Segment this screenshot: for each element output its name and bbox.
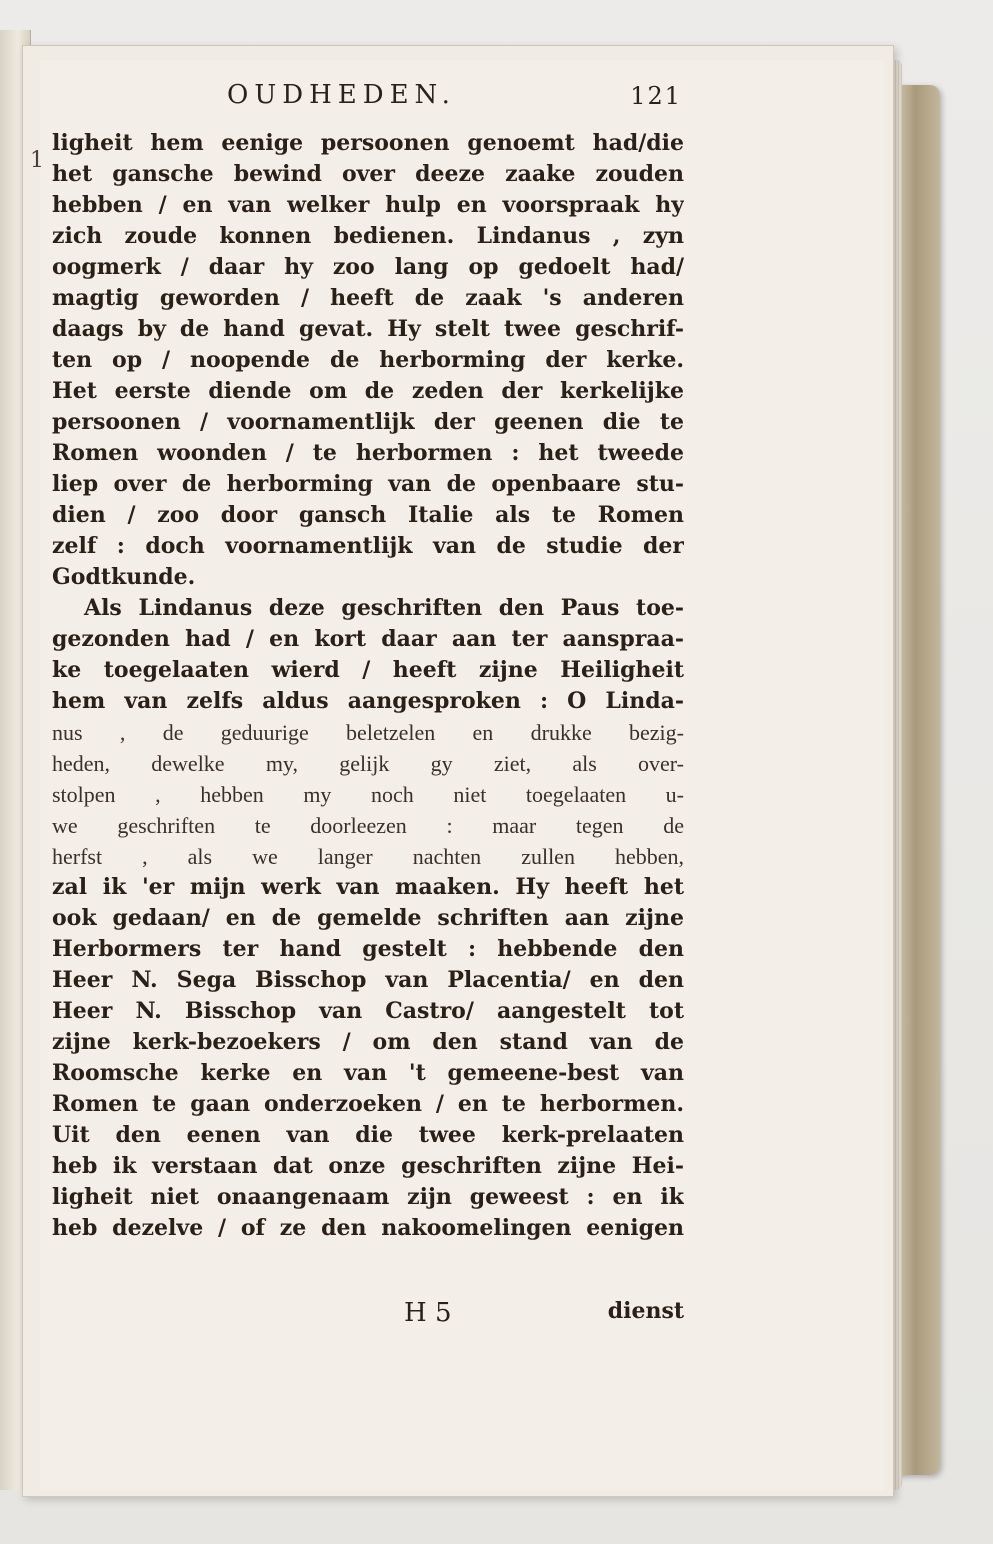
catchword: dienst (607, 1298, 684, 1324)
text-line: oogmerk / daar hy zoo lang op gedoelt had/ (52, 254, 684, 280)
text-line: zich zoude konnen bedienen. Lindanus , zyn (52, 223, 684, 249)
text-line: nus , de geduurige beletzelen en drukke bezig- (52, 720, 684, 745)
text-line: het gansche bewind over deeze zaake zouden (52, 161, 684, 187)
text-line: Romen te gaan onderzoeken / en te herbormen. (52, 1091, 684, 1117)
text-line: zelf : doch voornamentlijk van de studie der (52, 533, 684, 559)
text-line: zal ik 'er mijn werk van maaken. Hy heeft het (52, 874, 684, 900)
text-line: ten op / noopende de herborming der kerke. (52, 347, 684, 373)
text-line: heb ik verstaan dat onze geschriften zijne Hei- (52, 1153, 684, 1179)
page-header (52, 80, 682, 120)
text-line: ke toegelaaten wierd / heeft zijne Heiligheit (52, 657, 684, 683)
text-line: persoonen / voornamentlijk der geenen die te (52, 409, 684, 435)
text-line: gezonden had / en kort daar aan ter aanspraa- (52, 626, 684, 652)
text-line: ook gedaan/ en de gemelde schriften aan zijne (52, 905, 684, 931)
text-line: hebben / en van welker hulp en voorspraak hy (52, 192, 684, 218)
signature-mark: H 5 (404, 1298, 452, 1328)
text-line: Roomsche kerke en van 't gemeene-best van (52, 1060, 684, 1086)
text-line: dien / zoo door gansch Italie als te Romen (52, 502, 684, 528)
text-line: Uit den eenen van die twee kerk-prelaaten (52, 1122, 684, 1148)
text-line: Godtkunde. (52, 564, 196, 590)
text-line: magtig geworden / heeft de zaak 's anderen (52, 285, 684, 311)
text-line: Heer N. Bisschop van Castro/ aangestelt tot (52, 998, 684, 1024)
text-line: heb dezelve / of ze den nakoomelingen eenigen (52, 1215, 684, 1241)
text-line: hem van zelfs aldus aangesproken : O Linda- (52, 688, 684, 714)
text-line: daags by de hand gevat. Hy stelt twee geschrif- (52, 316, 684, 342)
text-line: zijne kerk-bezoekers / om den stand van de (52, 1029, 684, 1055)
page-number: 121 (630, 82, 682, 110)
text-line: Het eerste diende om de zeden der kerkelijke (52, 378, 684, 404)
text-line: stolpen , hebben my noch niet toegelaaten u- (52, 782, 684, 807)
text-line: we geschriften te doorleezen : maar tegen de (52, 813, 684, 838)
text-line: heden, dewelke my, gelijk gy ziet, als over- (52, 751, 684, 776)
text-line: Romen woonden / te herbormen : het tweede (52, 440, 684, 466)
text-line: Als Lindanus deze geschriften den Paus toe- (84, 595, 684, 621)
running-title: OUDHEDEN. (227, 80, 456, 110)
text-line: Heer N. Sega Bisschop van Placentia/ en den (52, 967, 684, 993)
text-line: ligheit niet onaangenaam zijn geweest : en ik (52, 1184, 684, 1210)
text-line: herfst , als we langer nachten zullen hebben, (52, 844, 684, 869)
left-margin-mark: 1 (30, 148, 44, 173)
text-line: ligheit hem eenige persoonen genoemt had/die (52, 130, 684, 156)
text-line: Herbormers ter hand gestelt : hebbende den (52, 936, 684, 962)
page-footer (52, 1298, 684, 1332)
text-line: liep over de herborming van de openbaare stu- (52, 471, 684, 497)
body-text (52, 128, 684, 1244)
